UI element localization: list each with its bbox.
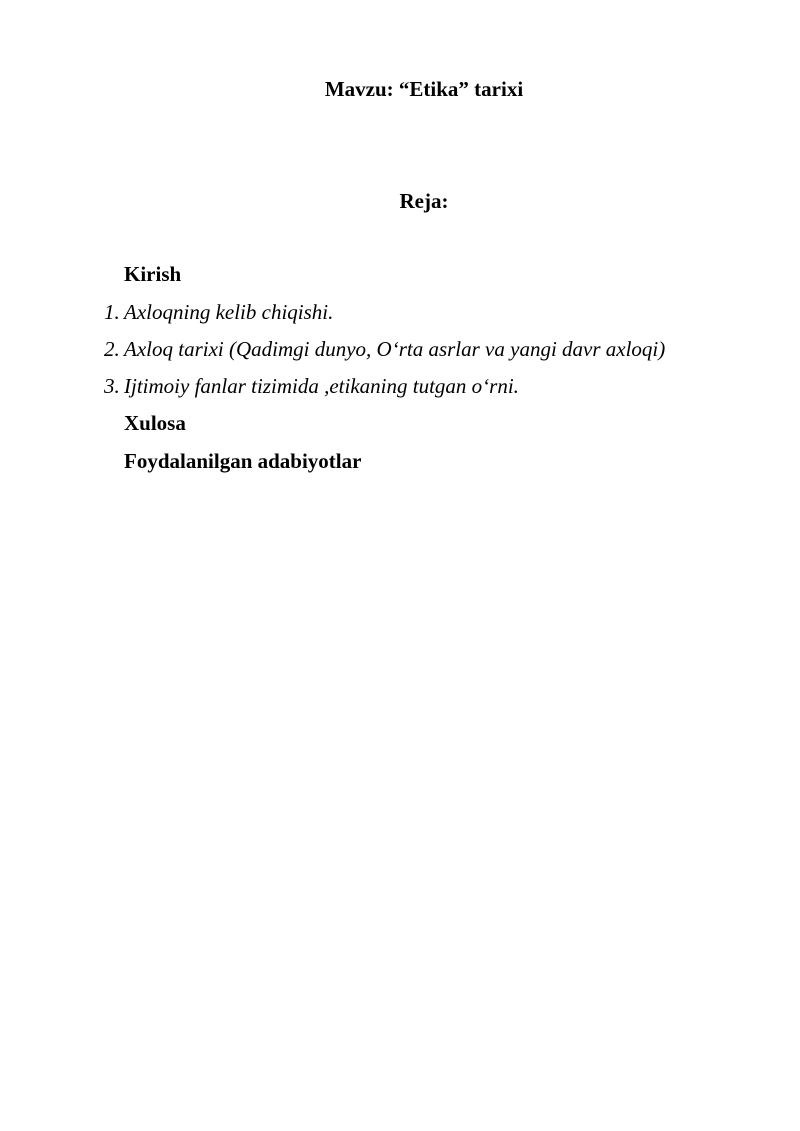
list-item-number: 2. bbox=[104, 337, 120, 361]
list-item-number: 3. bbox=[104, 374, 120, 398]
intro-label: Kirish bbox=[124, 262, 182, 286]
references-label: Foydalanilgan adabiyotlar bbox=[124, 449, 362, 473]
list-item: Ijtimoiy fanlar tizimida ,etikaning tutgan o‘rni. bbox=[124, 374, 519, 398]
conclusion-label: Xulosa bbox=[124, 411, 186, 435]
plan-heading: Reja: bbox=[399, 189, 449, 213]
document-title: Mavzu: “Etika” tarixi bbox=[324, 77, 524, 101]
list-item: Axloqning kelib chiqishi. bbox=[124, 300, 334, 324]
list-item-number: 1. bbox=[104, 300, 120, 324]
list-item: Axloq tarixi (Qadimgi dunyo, O‘rta asrlar va yangi davr axloqi) bbox=[124, 337, 666, 361]
